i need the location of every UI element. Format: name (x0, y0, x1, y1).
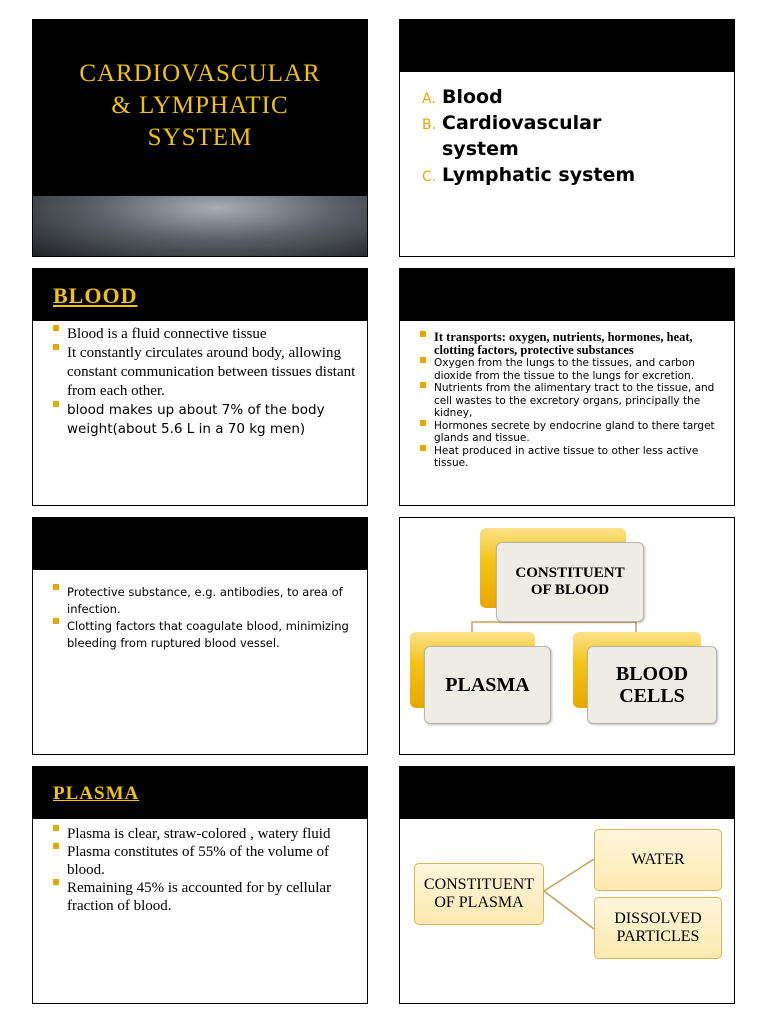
slide-blood-diagram (399, 517, 735, 755)
slide-heading: BLOOD (53, 283, 138, 308)
gradient-strip (33, 196, 367, 256)
bullet-item: Remaining 45% is accounted for by cellular fraction of blood. (53, 879, 353, 915)
root-box: CONSTITUENT OF BLOOD (496, 542, 644, 622)
slide-transport (399, 268, 735, 506)
slide-plasma-diagram (399, 766, 735, 1004)
bullet-item: Blood is a fluid connective tissue (53, 325, 358, 344)
bullet-lead: It transports: oxygen, nutrients, hormones, heat, clotting factors, protective substances (420, 331, 720, 357)
title-band (33, 767, 367, 819)
title-line-3: SYSTEM (147, 124, 253, 151)
root-box: CONSTITUENT OF PLASMA (414, 863, 544, 925)
outline-item: system (442, 138, 519, 160)
slide-title (32, 19, 368, 257)
deck-title (33, 58, 367, 154)
slide-plasma (32, 766, 368, 1004)
dissolved-particles-box: DISSOLVED PARTICLES (594, 897, 722, 959)
outline-item: B. Cardiovascular (422, 112, 602, 134)
bullet-item: Plasma is clear, straw-colored , watery fluid (53, 825, 353, 843)
bullet-item: Protective substance, e.g. antibodies, to area of infection. (53, 584, 353, 618)
bullet-list (53, 325, 358, 439)
bullet-item: Heat produced in active tissue to other less active tissue. (420, 445, 720, 470)
bullet-list (53, 825, 353, 915)
water-box: WATER (594, 829, 722, 891)
title-band (33, 518, 367, 570)
slide-outline (399, 19, 735, 257)
bullet-item: Clotting factors that coagulate blood, minimizing bleeding from ruptured blood vessel. (53, 618, 353, 652)
bullet-list (53, 584, 353, 652)
title-band (400, 20, 734, 72)
blood-cells-box: BLOOD CELLS (587, 646, 717, 724)
title-line-1: CARDIOVASCULAR (79, 60, 321, 87)
outline-item: C. Lymphatic system (422, 164, 636, 186)
title-band (400, 269, 734, 321)
outline-list (422, 84, 635, 188)
bullet-item: Hormones secrete by endocrine gland to there target glands and tissue. (420, 420, 720, 445)
slide-heading: PLASMA (53, 783, 140, 804)
title-line-2: & LYMPHATIC (111, 92, 289, 119)
bullet-item: blood makes up about 7% of the body weight(about 5.6 L in a 70 kg men) (53, 401, 358, 439)
plasma-box: PLASMA (424, 646, 551, 724)
bullet-item: Plasma constitutes of 55% of the volume of blood. (53, 843, 353, 879)
outline-item: A. Blood (422, 86, 503, 108)
bullet-item: It constantly circulates around body, allowing constant communication between tissues distant from each other. (53, 344, 358, 401)
bullet-item: Oxygen from the lungs to the tissues, and carbon dioxide from the tissue to the lungs for excretion. (420, 357, 720, 382)
title-band (33, 269, 367, 321)
slide-protective (32, 517, 368, 755)
slide-blood (32, 268, 368, 506)
bullet-item: Nutrients from the alimentary tract to the tissue, and cell wastes to the excretory organs, principally the kidney, (420, 382, 720, 420)
bullet-list (420, 331, 720, 470)
